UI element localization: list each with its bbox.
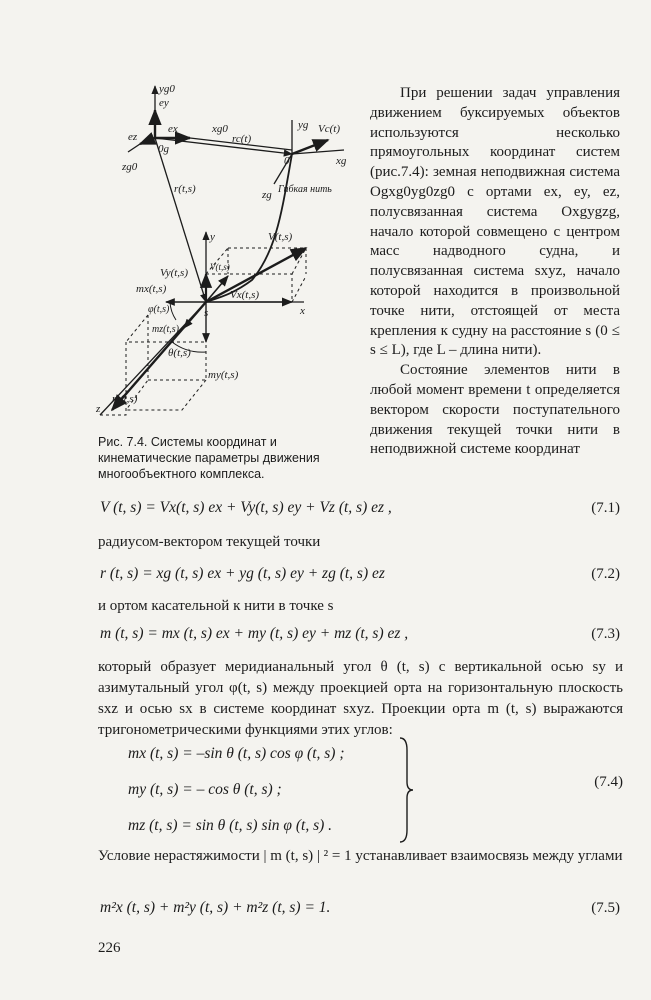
label-m: m(t,s)	[112, 393, 138, 405]
text-radius-vector: радиусом-вектором текущей точки	[98, 534, 321, 550]
label-ey: ey	[159, 97, 169, 109]
text-tangent: и ортом касательной к нити в точке s	[98, 598, 334, 614]
vector-rc	[155, 138, 292, 154]
equation-7-2-number: (7.2)	[591, 565, 620, 582]
equation-7-1-number: (7.1)	[591, 499, 620, 516]
paragraph-1: При решении задач управления движением буксируемых объектов используются несколько прямоугольных координат систем (рис.7.4): земная неподвижная система Ogxg0yg0zg0 с ортами ex, ey, ez, полусвязанная система Oxgygzg, начало которой совмещено с центром масс надводного судна, и полусвязанная система sxyz, начало которой находится в произвольной точке нити, отстоящей от места крепления к судну на расстояние s (0 ≤ s ≤ L), где L – длина нити).	[370, 85, 620, 359]
label-v: V(t,s)	[268, 231, 293, 243]
label-zg: zg	[262, 189, 272, 201]
label-phi: φ(t,s)	[148, 304, 170, 315]
label-yg0: yg0	[159, 83, 175, 95]
equation-7-3	[100, 622, 620, 646]
label-o: 0	[284, 155, 290, 167]
figure-diagram	[92, 80, 362, 425]
label-xg0: xg0	[212, 123, 228, 135]
equation-7-4-line-3: mz (t, s) = sin θ (t, s) sin φ (t, s) .	[128, 817, 333, 834]
phi-arc	[170, 302, 176, 320]
label-rope: Гибкая нить	[278, 184, 332, 195]
label-vxy: V(t,s)	[210, 262, 230, 272]
equation-7-3-number: (7.3)	[591, 625, 620, 642]
label-vy: Vy(t,s)	[160, 267, 189, 279]
intro-text	[370, 84, 620, 460]
label-xg: xg	[336, 155, 347, 167]
text-inextensibility: Условие нерастяжимости | m (t, s) | ² = 1 устанавливает взаимосвязь между углами	[98, 848, 623, 864]
label-yg: yg	[298, 119, 309, 131]
label-y: y	[210, 231, 215, 243]
equation-7-1-body: V (t, s) = Vx(t, s) ex + Vy(t, s) ey + Vz (t, s) ez ,	[100, 499, 392, 516]
label-mx: mx(t,s)	[136, 283, 167, 295]
text-angles: который образует меридианальный угол θ (t, s) с вертикальной осью sy и азимутальный угол φ(t, s) между проекцией орта на горизонтальную плоскость sxz и осью sx в системе координат sxyz. Проекции орта m (t, s) выражаются тригонометрическими функциями этих углов:	[98, 659, 623, 738]
equation-7-2	[100, 562, 620, 586]
paragraph-2: Состояние элементов нити в любой момент времени t определяется вектором скорости поступательного движения текущей точки нити в неподвижной системе координат	[370, 362, 620, 458]
label-mz: mz(t,s)	[152, 324, 179, 335]
coordinate-systems-figure	[92, 80, 362, 425]
equation-7-4-line-1: mx (t, s) = –sin θ (t, s) cos φ (t, s) ;	[128, 745, 345, 762]
equation-7-5	[100, 896, 620, 920]
equation-7-3-body: m (t, s) = mx (t, s) ex + my (t, s) ey + mz (t, s) ez ,	[100, 625, 409, 642]
axis-zg0	[128, 144, 140, 152]
label-ex: ex	[168, 123, 178, 135]
page-number: 226	[98, 940, 121, 956]
equation-7-1	[100, 496, 620, 520]
label-s: s	[204, 307, 209, 319]
equation-7-4-number: (7.4)	[594, 774, 623, 790]
equation-7-2-body: r (t, s) = xg (t, s) ex + yg (t, s) ey + zg (t, s) ez	[100, 565, 385, 582]
label-zg0: zg0	[122, 161, 138, 173]
figure-caption: Рис. 7.4. Системы координат и кинематические параметры движения многообъектного комплекса.	[98, 435, 320, 481]
right-brace	[398, 736, 414, 844]
label-z: z	[96, 403, 101, 415]
label-theta: θ(t,s)	[168, 347, 191, 359]
equation-7-4-system	[128, 736, 428, 844]
equation-7-5-body: m²x (t, s) + m²y (t, s) + m²z (t, s) = 1.	[100, 899, 331, 916]
equation-7-4-line-2: my (t, s) = – cos θ (t, s) ;	[128, 781, 282, 798]
label-rc: rc(t)	[232, 133, 252, 145]
label-vx: Vx(t,s)	[230, 289, 260, 301]
label-vc: Vc(t)	[318, 123, 340, 135]
label-r: r(t,s)	[174, 183, 196, 195]
equation-7-5-number: (7.5)	[591, 899, 620, 916]
label-ez: ez	[128, 131, 138, 143]
unit-ez	[140, 138, 155, 144]
label-x: x	[300, 305, 305, 317]
label-og: 0g	[158, 143, 169, 155]
vector-mz	[184, 302, 209, 328]
label-my: my(t,s)	[208, 369, 239, 381]
